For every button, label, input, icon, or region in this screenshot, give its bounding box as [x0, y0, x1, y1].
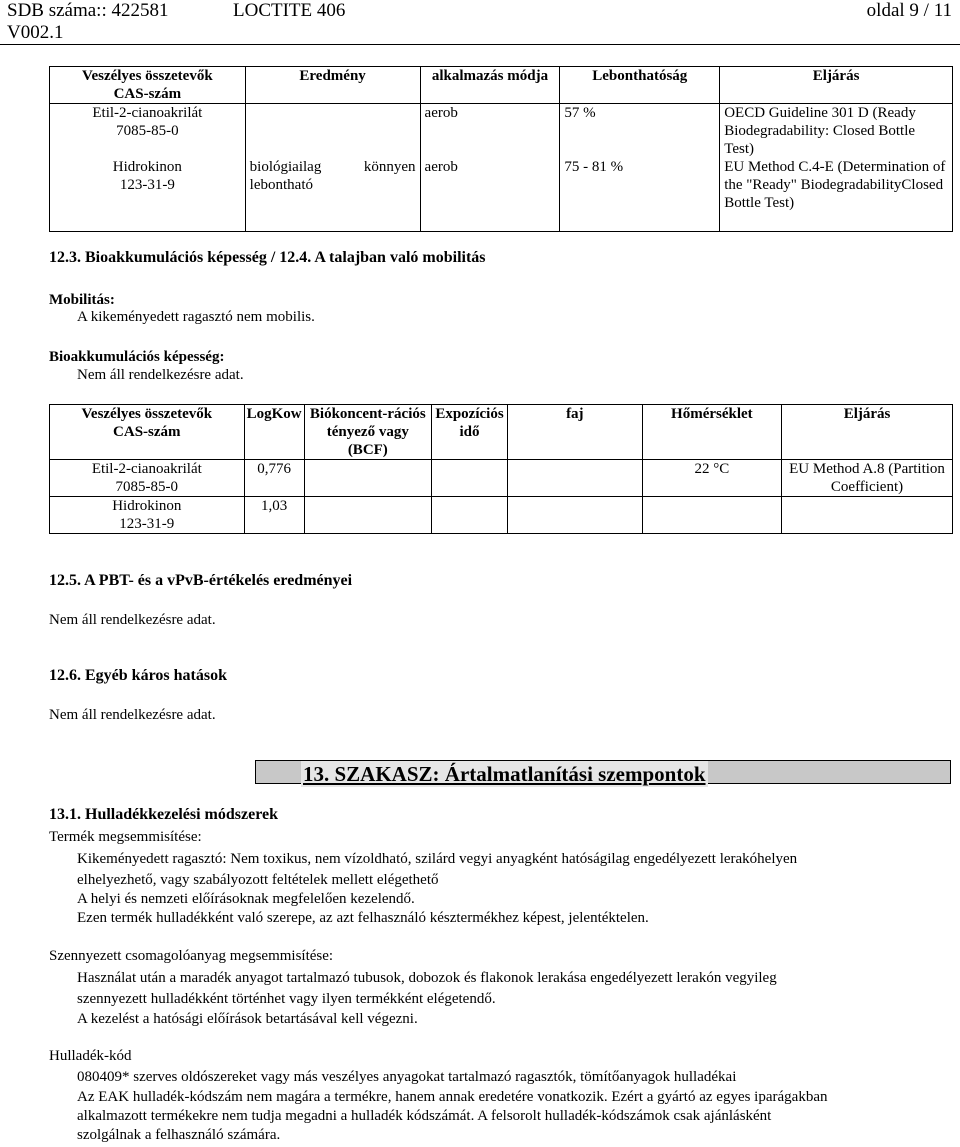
section-12-5-text: Nem áll rendelkezésre adat. — [49, 612, 216, 628]
degradability-cell: 75 - 81 % — [560, 158, 720, 231]
result-text: lebontható — [249, 177, 313, 193]
waste-code-line: szolgálnak a felhasználó számára. — [77, 1127, 281, 1143]
exposure-cell — [432, 497, 508, 534]
exposure-cell — [432, 460, 508, 497]
procedure-cell: EU Method C.4-E (Determination of the "Ready" BiodegradabilityClosed Bottle Test) — [720, 158, 953, 231]
component-cell — [50, 104, 246, 159]
result-text: biológiailag — [249, 159, 322, 175]
section-13-1-title: 13.1. Hulladékkezelési módszerek — [49, 806, 279, 823]
mobility-text: A kikeményedett ragasztó nem mobilis. — [77, 309, 315, 325]
header-cell: faj — [507, 405, 642, 460]
header-cell: Eredmény — [245, 67, 420, 104]
header-cell: LogKow — [244, 405, 304, 460]
table-row — [50, 158, 953, 231]
version: V002.1 — [7, 22, 64, 43]
header-cell: Eljárás — [782, 405, 953, 460]
bcf-cell — [304, 497, 431, 534]
method-cell: aerob — [420, 104, 560, 159]
degradability-cell: 57 % — [560, 104, 720, 159]
bcf-cell — [304, 460, 431, 497]
header-cell: Eljárás — [720, 67, 953, 104]
table-header-row — [50, 405, 953, 460]
table-row — [50, 460, 953, 497]
result-text: könnyen — [363, 159, 416, 175]
procedure-cell: OECD Guideline 301 D (Ready Biodegradability: Closed Bottle Test) — [720, 104, 953, 159]
header-cell — [50, 405, 245, 460]
logkow-cell: 0,776 — [244, 460, 304, 497]
table-row — [50, 104, 953, 159]
disposal-line: elhelyezhető, vagy szabályozott feltételek mellett elégethető — [77, 872, 439, 888]
disposal-line: Kikeményedett ragasztó: Nem toxikus, nem vízoldható, szilárd vegyi anyagként hatóságilag engedélyezett lerakóhelyen — [77, 851, 798, 867]
section-13-banner — [255, 760, 951, 784]
section-12-6-title: 12.6. Egyéb káros hatások — [49, 667, 227, 684]
section-13-title: 13. SZAKASZ: Ártalmatlanítási szempontok — [303, 762, 706, 786]
component-name: Etil-2-cianoakrilát — [92, 105, 203, 121]
temperature-cell: 22 °C — [642, 460, 781, 497]
packaging-line: A kezelést a hatósági előírások betartásával kell végezni. — [77, 1011, 418, 1027]
cas-number: 123-31-9 — [119, 516, 175, 532]
waste-code-line: Az EAK hulladék-kódszám nem magára a termékre, hanem annak eredetére vonatkozik. Ezért a gyártó az egyes iparágakban — [77, 1089, 828, 1105]
sdb-number: SDB száma:: 422581 — [7, 0, 169, 21]
waste-code-line: alkalmazott termékekre nem tudja megadni a hulladék kódszámát. A felsorolt hulladék-kódszámok csak ajánlásként — [77, 1108, 772, 1124]
cas-number: 123-31-9 — [119, 177, 175, 193]
col-components: Veszélyes összetevők — [82, 68, 213, 84]
disposal-label: Termék megsemmisítése: — [49, 829, 202, 845]
header-divider — [0, 44, 960, 45]
header-cell: alkalmazás módja — [420, 67, 560, 104]
disposal-line: Ezen termék hulladékként való szerepe, az azt felhasználó késztermékhez képest, jelentéktelen. — [77, 910, 649, 926]
waste-code-label: Hulladék-kód — [49, 1048, 132, 1064]
procedure-cell — [782, 497, 953, 534]
component-cell — [50, 460, 245, 497]
header-cell — [50, 67, 246, 104]
packaging-label: Szennyezett csomagolóanyag megsemmisítése: — [49, 948, 334, 964]
packaging-line: Használat után a maradék anyagot tartalmazó tubusok, dobozok és flakonok lerakása engedélyezett lerakón vegyileg — [77, 970, 777, 986]
degradability-table — [49, 66, 953, 232]
temperature-cell — [642, 497, 781, 534]
section-12-6-text: Nem áll rendelkezésre adat. — [49, 707, 216, 723]
procedure-cell: EU Method A.8 (Partition Coefficient) — [782, 460, 953, 497]
cas-number: 7085-85-0 — [115, 479, 179, 495]
bioaccumulation-table — [49, 404, 953, 534]
page-header — [7, 0, 952, 44]
component-name: Hidrokinon — [112, 159, 182, 175]
table-header-row — [50, 67, 953, 104]
species-cell — [507, 460, 642, 497]
col-cas: CAS-szám — [113, 424, 181, 440]
header-cell: Hőmérséklet — [642, 405, 781, 460]
packaging-line: szennyezett hulladékként történhet vagy ilyen termékként elégetendő. — [77, 991, 496, 1007]
section-12-3-title: 12.3. Bioakkumulációs képesség / 12.4. A talajban való mobilitás — [49, 249, 486, 266]
component-name: Etil-2-cianoakrilát — [91, 461, 202, 477]
component-cell — [50, 497, 245, 534]
header-cell: Biókoncent-rációs tényező vagy (BCF) — [304, 405, 431, 460]
header-cell: Expozíciós idő — [432, 405, 508, 460]
bioaccumulation-text: Nem áll rendelkezésre adat. — [77, 367, 244, 383]
method-cell: aerob — [420, 158, 560, 231]
result-cell — [245, 158, 420, 231]
section-12-5-title: 12.5. A PBT- és a vPvB-értékelés eredményei — [49, 572, 353, 589]
species-cell — [507, 497, 642, 534]
component-name: Hidrokinon — [112, 498, 182, 514]
page-number: oldal 9 / 11 — [866, 0, 952, 21]
bioaccumulation-label: Bioakkumulációs képesség: — [49, 349, 225, 365]
disposal-line: A helyi és nemzeti előírásoknak megfelelően kezelendő. — [77, 891, 415, 907]
waste-code-line: 080409* szerves oldószereket vagy más veszélyes anyagokat tartalmazó ragasztók, tömítőanyagok hulladékai — [77, 1069, 737, 1085]
header-cell: Lebonthatóság — [560, 67, 720, 104]
product-name: LOCTITE 406 — [233, 0, 346, 21]
col-cas: CAS-szám — [113, 86, 182, 102]
logkow-cell: 1,03 — [244, 497, 304, 534]
table-row — [50, 497, 953, 534]
cas-number: 7085-85-0 — [116, 123, 179, 139]
result-cell — [245, 104, 420, 159]
component-cell — [50, 158, 246, 231]
mobility-label: Mobilitás: — [49, 292, 115, 308]
col-components: Veszélyes összetevők — [81, 406, 213, 422]
